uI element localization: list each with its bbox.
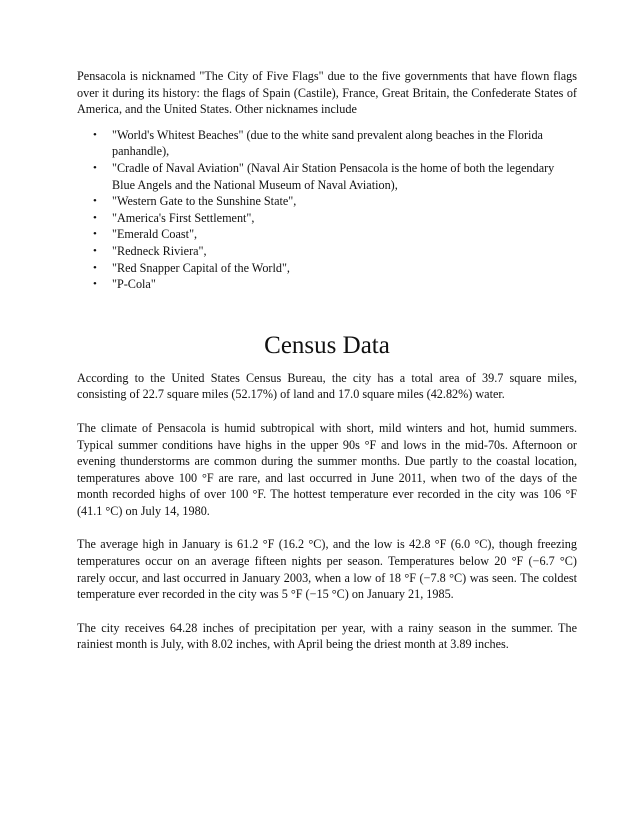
bullet-icon: • [93,244,97,257]
list-item: • "Red Snapper Capital of the World", [93,260,290,275]
area-paragraph: According to the United States Census Bureau, the city has a total area of 39.7 square miles, consisting of 22.7 square miles (52.17%) of land and 17.0 square miles (42.82%) water. [77,370,577,402]
bullet-icon: • [93,228,97,241]
bullet-icon: • [93,261,97,274]
bullet-icon: • [93,161,97,174]
bullet-icon: • [93,195,97,208]
climate-paragraph: The climate of Pensacola is humid subtropical with short, mild winters and hot, humid summers. Typical summer conditions have highs in the upper 90s °F and lows in the mid-70s. Afternoon or evening thunderstorms are common during the summer months. Due partly to the coastal location, temperatures above 100 °F are rare, and last occurred in June 2011, when two of the days of the month recorded highs of over 100 °F. The hottest temperature ever recorded in the city was 106 °F (41.1 °C) on July 14, 1980. [77,420,577,518]
list-item: • "Emerald Coast", [93,227,198,242]
temperature-paragraph: The average high in January is 61.2 °F (16.2 °C), and the low is 42.8 °F (6.0 °C), though freezing temperatures occur on an average fifteen nights per season. Temperatures below 20 °F (−6.7 °C) rarely occur, and last occurred in January 2003, when a low of 18 °F (−7.8 °C) was seen. The coldest temperature ever recorded in the city was 5 °F (−15 °C) on January 21, 1985. [77,537,577,602]
list-item: • "P-Cola" [93,277,156,292]
intro-paragraph: Pensacola is nicknamed "The City of Five Flags" due to the five governments that have flown flags over it during its history: the flags of Spain (Castile), France, Great Britain, the Confederate States of America, and the United States. Other nicknames include [77,69,577,117]
nickname-list [77,127,577,293]
document-page [77,68,577,653]
bullet-icon: • [93,128,97,141]
bullet-icon: • [93,211,97,224]
section-heading: Census Data [264,331,390,359]
list-item: • "America's First Settlement", [93,210,255,225]
list-item: • "World's Whitest Beaches" (due to the white sand prevalent along beaches in the Florida panhandle), [93,127,543,159]
list-item: • "Cradle of Naval Aviation" (Naval Air Station Pensacola is the home of both the legendary Blue Angels and the National Museum of Naval Aviation), [93,160,555,192]
precipitation-paragraph: The city receives 64.28 inches of precipitation per year, with a rainy season in the summer. The rainiest month is July, with 8.02 inches, with April being the driest month at 3.89 inches. [77,620,577,652]
list-item: • "Redneck Riviera", [93,243,207,258]
list-item: • "Western Gate to the Sunshine State", [93,194,297,209]
bullet-icon: • [93,278,97,291]
